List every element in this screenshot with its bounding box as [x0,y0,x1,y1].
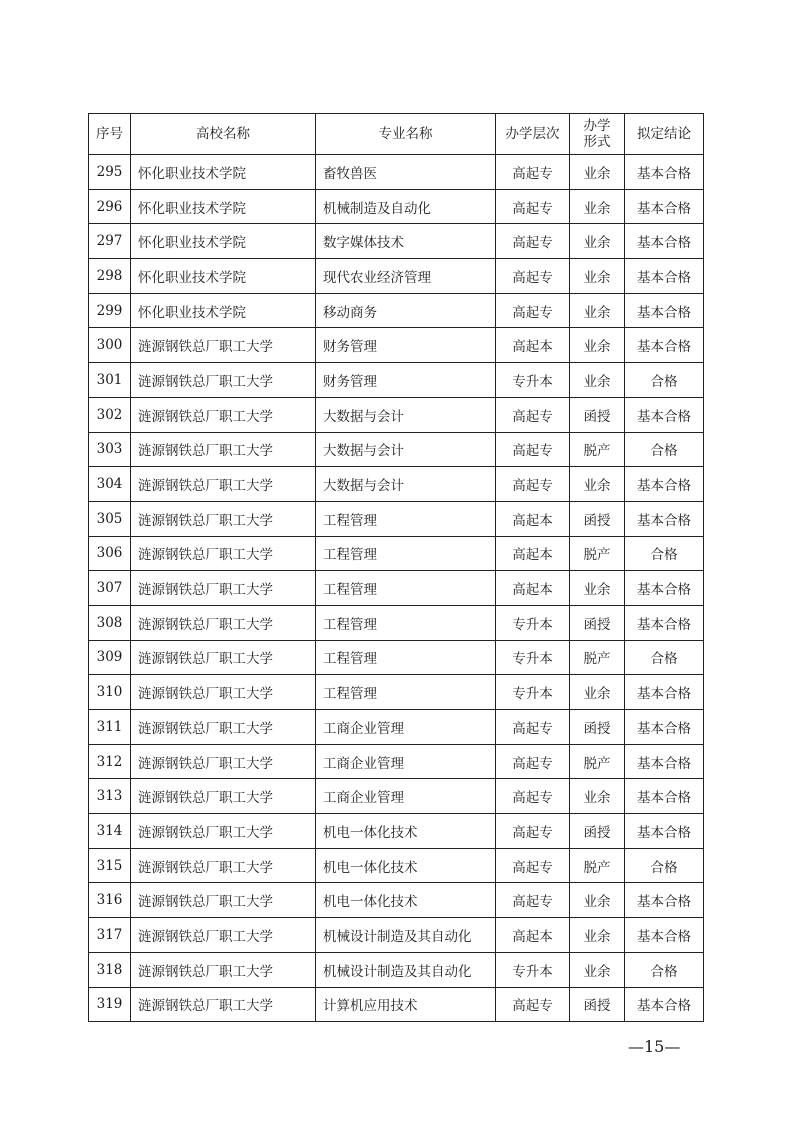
cell-major: 工程管理 [316,640,496,675]
header-form [570,114,625,155]
cell-school: 怀化职业技术学院 [131,155,316,190]
cell-major: 畜牧兽医 [316,155,496,190]
cell-no: 317 [89,918,131,953]
cell-result: 基本合格 [625,675,704,710]
cell-school: 涟源钢铁总厂职工大学 [131,536,316,571]
cell-school: 涟源钢铁总厂职工大学 [131,987,316,1022]
cell-no: 299 [89,293,131,328]
cell-result: 基本合格 [625,501,704,536]
cell-form: 业余 [570,779,625,814]
table-row [89,918,704,953]
cell-level: 专升本 [496,675,570,710]
table-row [89,224,704,259]
cell-school: 涟源钢铁总厂职工大学 [131,363,316,398]
cell-form: 业余 [570,328,625,363]
table-header-row [89,114,704,155]
cell-school: 涟源钢铁总厂职工大学 [131,744,316,779]
cell-school: 涟源钢铁总厂职工大学 [131,571,316,606]
cell-level: 专升本 [496,640,570,675]
cell-no: 295 [89,155,131,190]
cell-result: 合格 [625,640,704,675]
cell-form: 业余 [570,155,625,190]
cell-form: 脱产 [570,640,625,675]
header-school: 高校名称 [131,114,316,155]
table-row [89,259,704,294]
cell-school: 涟源钢铁总厂职工大学 [131,675,316,710]
cell-major: 工程管理 [316,571,496,606]
cell-form: 业余 [570,259,625,294]
cell-result: 基本合格 [625,814,704,849]
cell-school: 怀化职业技术学院 [131,224,316,259]
cell-no: 300 [89,328,131,363]
cell-no: 304 [89,467,131,502]
table-row [89,155,704,190]
cell-no: 297 [89,224,131,259]
cell-no: 315 [89,848,131,883]
cell-no: 296 [89,189,131,224]
cell-major: 机电一体化技术 [316,883,496,918]
cell-result: 合格 [625,848,704,883]
cell-form: 业余 [570,189,625,224]
cell-level: 高起本 [496,536,570,571]
cell-no: 309 [89,640,131,675]
cell-school: 涟源钢铁总厂职工大学 [131,501,316,536]
cell-major: 大数据与会计 [316,467,496,502]
cell-school: 怀化职业技术学院 [131,259,316,294]
cell-form: 脱产 [570,432,625,467]
table-row [89,363,704,398]
cell-level: 高起专 [496,155,570,190]
cell-form: 业余 [570,571,625,606]
cell-level: 高起专 [496,432,570,467]
cell-form: 业余 [570,918,625,953]
cell-no: 305 [89,501,131,536]
cell-major: 大数据与会计 [316,432,496,467]
cell-form: 函授 [570,710,625,745]
cell-level: 高起本 [496,501,570,536]
table-row [89,536,704,571]
cell-form: 脱产 [570,744,625,779]
cell-no: 306 [89,536,131,571]
table-row [89,814,704,849]
cell-level: 高起专 [496,848,570,883]
table-row [89,501,704,536]
cell-major: 工程管理 [316,536,496,571]
cell-major: 工商企业管理 [316,744,496,779]
table-row [89,640,704,675]
cell-school: 涟源钢铁总厂职工大学 [131,814,316,849]
cell-major: 数字媒体技术 [316,224,496,259]
cell-major: 机电一体化技术 [316,814,496,849]
cell-major: 机电一体化技术 [316,848,496,883]
cell-no: 307 [89,571,131,606]
cell-result: 基本合格 [625,605,704,640]
cell-level: 专升本 [496,952,570,987]
table-row [89,710,704,745]
table-row [89,675,704,710]
cell-major: 计算机应用技术 [316,987,496,1022]
cell-level: 高起专 [496,779,570,814]
cell-form: 业余 [570,293,625,328]
cell-form: 业余 [570,224,625,259]
cell-school: 涟源钢铁总厂职工大学 [131,710,316,745]
cell-form: 函授 [570,397,625,432]
cell-level: 高起专 [496,883,570,918]
table-row [89,848,704,883]
cell-level: 高起本 [496,328,570,363]
cell-level: 高起专 [496,397,570,432]
cell-form: 脱产 [570,536,625,571]
cell-level: 高起专 [496,710,570,745]
header-form-label: 办学形式 [583,118,611,150]
cell-level: 高起专 [496,189,570,224]
table-row [89,432,704,467]
evaluation-table [88,113,704,1022]
table-row [89,189,704,224]
table-body [89,155,704,1022]
cell-form: 业余 [570,952,625,987]
cell-school: 涟源钢铁总厂职工大学 [131,640,316,675]
cell-major: 工程管理 [316,605,496,640]
cell-no: 314 [89,814,131,849]
cell-level: 专升本 [496,363,570,398]
cell-result: 基本合格 [625,779,704,814]
table-row [89,397,704,432]
cell-no: 302 [89,397,131,432]
cell-major: 财务管理 [316,328,496,363]
cell-level: 高起专 [496,293,570,328]
table-row [89,293,704,328]
cell-result: 合格 [625,363,704,398]
cell-form: 业余 [570,467,625,502]
table-row [89,571,704,606]
cell-no: 319 [89,987,131,1022]
cell-no: 318 [89,952,131,987]
cell-result: 基本合格 [625,189,704,224]
cell-major: 工程管理 [316,501,496,536]
cell-no: 313 [89,779,131,814]
cell-major: 机械制造及自动化 [316,189,496,224]
cell-result: 基本合格 [625,259,704,294]
cell-form: 业余 [570,883,625,918]
cell-school: 涟源钢铁总厂职工大学 [131,397,316,432]
cell-level: 高起专 [496,467,570,502]
cell-level: 专升本 [496,605,570,640]
cell-result: 基本合格 [625,987,704,1022]
table-row [89,987,704,1022]
cell-result: 基本合格 [625,293,704,328]
cell-level: 高起专 [496,744,570,779]
cell-result: 基本合格 [625,397,704,432]
cell-level: 高起本 [496,918,570,953]
cell-school: 涟源钢铁总厂职工大学 [131,918,316,953]
cell-school: 涟源钢铁总厂职工大学 [131,328,316,363]
cell-form: 函授 [570,814,625,849]
cell-major: 移动商务 [316,293,496,328]
header-result: 拟定结论 [625,114,704,155]
cell-result: 基本合格 [625,467,704,502]
cell-major: 工商企业管理 [316,710,496,745]
table-row [89,605,704,640]
cell-major: 现代农业经济管理 [316,259,496,294]
table-row [89,883,704,918]
cell-result: 基本合格 [625,710,704,745]
cell-form: 脱产 [570,848,625,883]
cell-level: 高起专 [496,224,570,259]
cell-major: 财务管理 [316,363,496,398]
table-row [89,328,704,363]
cell-no: 312 [89,744,131,779]
cell-result: 基本合格 [625,155,704,190]
header-no: 序号 [89,114,131,155]
cell-school: 怀化职业技术学院 [131,189,316,224]
cell-result: 基本合格 [625,328,704,363]
cell-no: 311 [89,710,131,745]
cell-major: 大数据与会计 [316,397,496,432]
cell-result: 合格 [625,952,704,987]
cell-major: 机械设计制造及其自动化 [316,918,496,953]
cell-result: 基本合格 [625,883,704,918]
cell-school: 涟源钢铁总厂职工大学 [131,467,316,502]
cell-level: 高起专 [496,259,570,294]
cell-form: 函授 [570,501,625,536]
cell-level: 高起专 [496,814,570,849]
cell-result: 合格 [625,536,704,571]
cell-no: 298 [89,259,131,294]
cell-major: 机械设计制造及其自动化 [316,952,496,987]
cell-result: 基本合格 [625,744,704,779]
cell-major: 工商企业管理 [316,779,496,814]
table-row [89,952,704,987]
header-major: 专业名称 [316,114,496,155]
cell-no: 301 [89,363,131,398]
cell-form: 业余 [570,675,625,710]
table-row [89,779,704,814]
cell-result: 基本合格 [625,918,704,953]
cell-form: 函授 [570,605,625,640]
cell-school: 涟源钢铁总厂职工大学 [131,432,316,467]
cell-major: 工程管理 [316,675,496,710]
cell-school: 怀化职业技术学院 [131,293,316,328]
cell-result: 基本合格 [625,571,704,606]
cell-result: 合格 [625,432,704,467]
cell-form: 函授 [570,987,625,1022]
page-number: —15— [628,1037,681,1056]
cell-school: 涟源钢铁总厂职工大学 [131,883,316,918]
cell-no: 316 [89,883,131,918]
cell-level: 高起专 [496,987,570,1022]
header-level: 办学层次 [496,114,570,155]
table-row [89,467,704,502]
table-row [89,744,704,779]
cell-school: 涟源钢铁总厂职工大学 [131,952,316,987]
cell-no: 303 [89,432,131,467]
cell-school: 涟源钢铁总厂职工大学 [131,848,316,883]
cell-no: 310 [89,675,131,710]
cell-no: 308 [89,605,131,640]
cell-form: 业余 [570,363,625,398]
cell-level: 高起本 [496,571,570,606]
cell-result: 基本合格 [625,224,704,259]
cell-school: 涟源钢铁总厂职工大学 [131,779,316,814]
cell-school: 涟源钢铁总厂职工大学 [131,605,316,640]
